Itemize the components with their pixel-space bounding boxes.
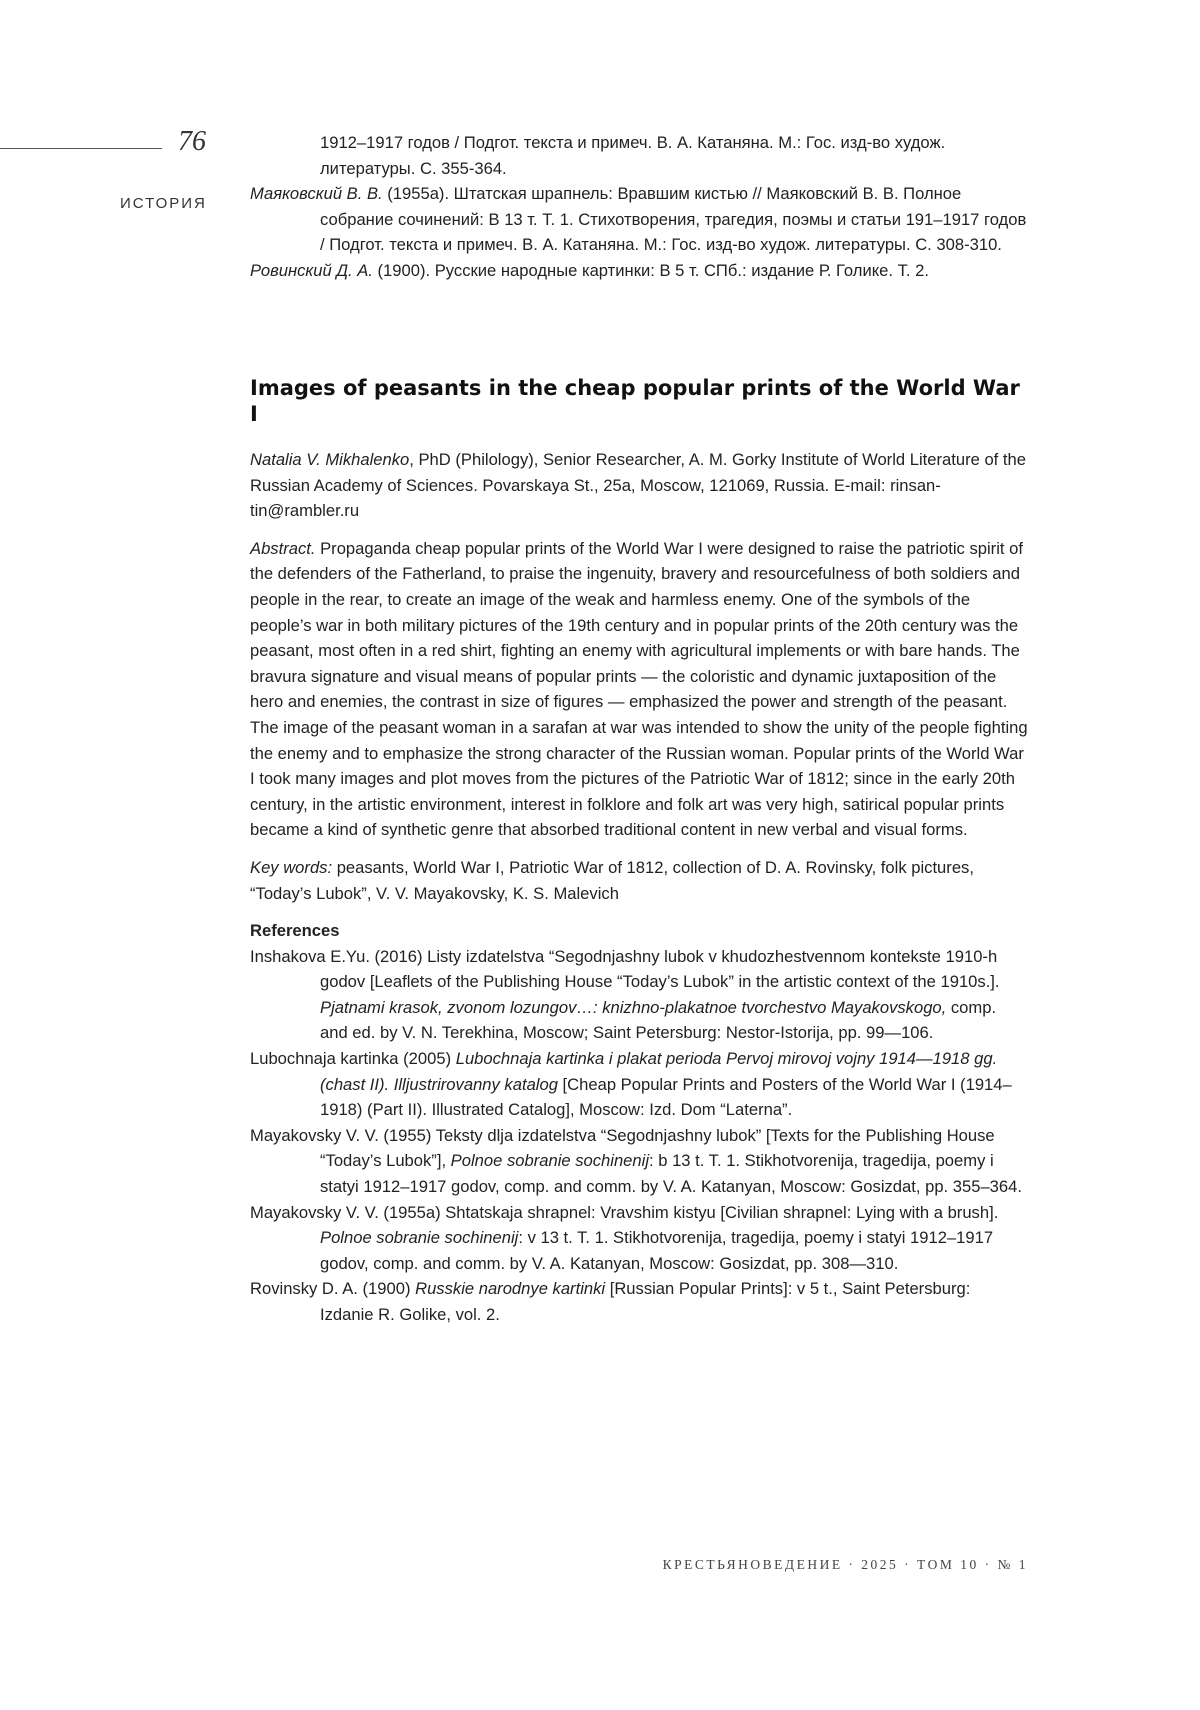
reference-item	[250, 1276, 1028, 1327]
keywords-label: Key words:	[250, 858, 332, 877]
reference-text: (1900). Русские народные картинки: В 5 т. СПб.: издание Р. Голике. Т. 2.	[373, 261, 929, 280]
header-rule	[0, 148, 162, 149]
article-summary	[250, 375, 1028, 1328]
article-title: Images of peasants in the cheap popular prints of the World War I	[250, 375, 1028, 427]
reference-title: Lubochnaja kartinka i plakat perioda Pervoj mirovoj vojny 1914—1918 gg. (chast II). Illjustrirovanny katalog	[320, 1049, 997, 1094]
reference-text: Lubochnaja kartinka (2005)	[250, 1049, 456, 1068]
reference-item	[250, 181, 1028, 258]
reference-author: Ровинский Д. А.	[250, 261, 373, 280]
reference-author: Маяковский В. В.	[250, 184, 383, 203]
reference-item	[250, 944, 1028, 1046]
reference-text: Mayakovsky V. V. (1955a) Shtatskaja shrapnel: Vravshim kistyu [Civilian shrapnel: Lying with a brush].	[250, 1203, 998, 1222]
reference-text: comp. and ed. by V. N. Terekhina, Moscow; Saint Petersburg: Nestor-Istorija, pp. 99—106.	[320, 998, 996, 1043]
reference-title: Polnoe sobranie sochinenij	[451, 1151, 649, 1170]
reference-title: Russkie narodnye kartinki	[415, 1279, 605, 1298]
page-number: 76	[178, 126, 206, 158]
russian-references	[250, 130, 1028, 284]
reference-continuation: 1912–1917 годов / Подгот. текста и примеч. В. А. Катаняна. М.: Гос. изд-во худож. литературы. С. 355-364.	[250, 130, 1028, 181]
author-affiliation: , PhD (Philology), Senior Researcher, A. M. Gorky Institute of World Literature of the Russian Academy of Sciences. Povarskaya St., 25a, Moscow, 121069, Russia. E-mail: rinsan-tin@rambler.ru	[250, 450, 1026, 520]
reference-text: Inshakova E.Yu. (2016) Listy izdatelstva “Segodnjashny lubok v khudozhestvennom kontekste 1910-h godov [Leaflets of the Publishing House “Today’s Lubok” in the artistic context of the 1910s.].	[250, 947, 1000, 992]
author-name: Natalia V. Mikhalenko	[250, 450, 409, 469]
reference-title: Pjatnami krasok, zvonom lozungov…: knizhno-plakatnoe tvorchestvo Mayakovskogo,	[320, 998, 946, 1017]
reference-text: (1955a). Штатская шрапнель: Вравшим кистью // Маяковский В. В. Полное собрание сочинений: В 13 т. Т. 1. Стихотворения, трагедия, поэмы и статьи 191–1917 годов / Подгот. текста и примеч. В. А. Катаняна. М.: Гос. изд-во худож. литературы. С. 308-310.	[320, 184, 1026, 254]
abstract	[250, 536, 1028, 843]
reference-text: : v 13 t. T. 1. Stikhotvorenija, tragedija, poemy i statyi 1912–1917 godov, comp. and comm. by V. A. Katanyan, Moscow: Gosizdat, pp. 308—310.	[320, 1228, 993, 1273]
section-label: ИСТОРИЯ	[120, 195, 207, 212]
reference-item	[250, 1200, 1028, 1277]
keywords-text: peasants, World War I, Patriotic War of 1812, collection of D. A. Rovinsky, folk pictures, “Today’s Lubok”, V. V. Mayakovsky, K. S. Malevich	[250, 858, 974, 903]
references-list	[250, 944, 1028, 1328]
abstract-text: Propaganda cheap popular prints of the World War I were designed to raise the patriotic spirit of the defenders of the Fatherland, to praise the ingenuity, bravery and resourcefulness of both soldiers and people in the rear, to create an image of the weak and harmless enemy. One of the symbols of the people’s war in both military pictures of the 19th century and in popular prints of the 20th century was the peasant, most often in a red shirt, fighting an enemy with agricultural implements or with bare hands. The bravura signature and visual means of popular prints — the coloristic and dynamic juxtaposition of the hero and enemies, the contrast in size of figures — emphasized the power and strength of the peasant. The image of the peasant woman in a sarafan at war was intended to show the unity of the people fighting the enemy and to emphasize the strong character of the Russian woman. Popular prints of the World War I took many images and plot moves from the pictures of the Patriotic War of 1812; since in the early 20th century, in the artistic environment, interest in folklore and folk art was very high, satirical popular prints became a kind of synthetic genre that absorbed traditional content in new verbal and visual forms.	[250, 539, 1028, 840]
reference-item	[250, 258, 1028, 284]
abstract-label: Abstract.	[250, 539, 315, 558]
reference-item	[250, 1123, 1028, 1200]
reference-item	[250, 1046, 1028, 1123]
reference-title: Polnoe sobranie sochinenij	[320, 1228, 518, 1247]
reference-text: [Russian Popular Prints]: v 5 t., Saint Petersburg: Izdanie R. Golike, vol. 2.	[320, 1279, 970, 1324]
reference-text: [Cheap Popular Prints and Posters of the World War I (1914–1918) (Part II). Illustrated Catalog], Moscow: Izd. Dom “Laterna”.	[320, 1075, 1012, 1120]
reference-text: Rovinsky D. A. (1900)	[250, 1279, 415, 1298]
journal-footer: КРЕСТЬЯНОВЕДЕНИЕ · 2025 · ТОМ 10 · № 1	[663, 1557, 1028, 1573]
reference-text: Mayakovsky V. V. (1955) Teksty dlja izdatelstva “Segodnjashny lubok” [Texts for the Publishing House “Today’s Lubok”],	[250, 1126, 995, 1171]
references-heading: References	[250, 918, 1028, 944]
keywords	[250, 855, 1028, 906]
author-info	[250, 447, 1028, 524]
reference-text: : b 13 t. T. 1. Stikhotvorenija, tragedija, poemy i statyi 1912–1917 godov, comp. and comm. by V. A. Katanyan, Moscow: Gosizdat, pp. 355–364.	[320, 1151, 1022, 1196]
